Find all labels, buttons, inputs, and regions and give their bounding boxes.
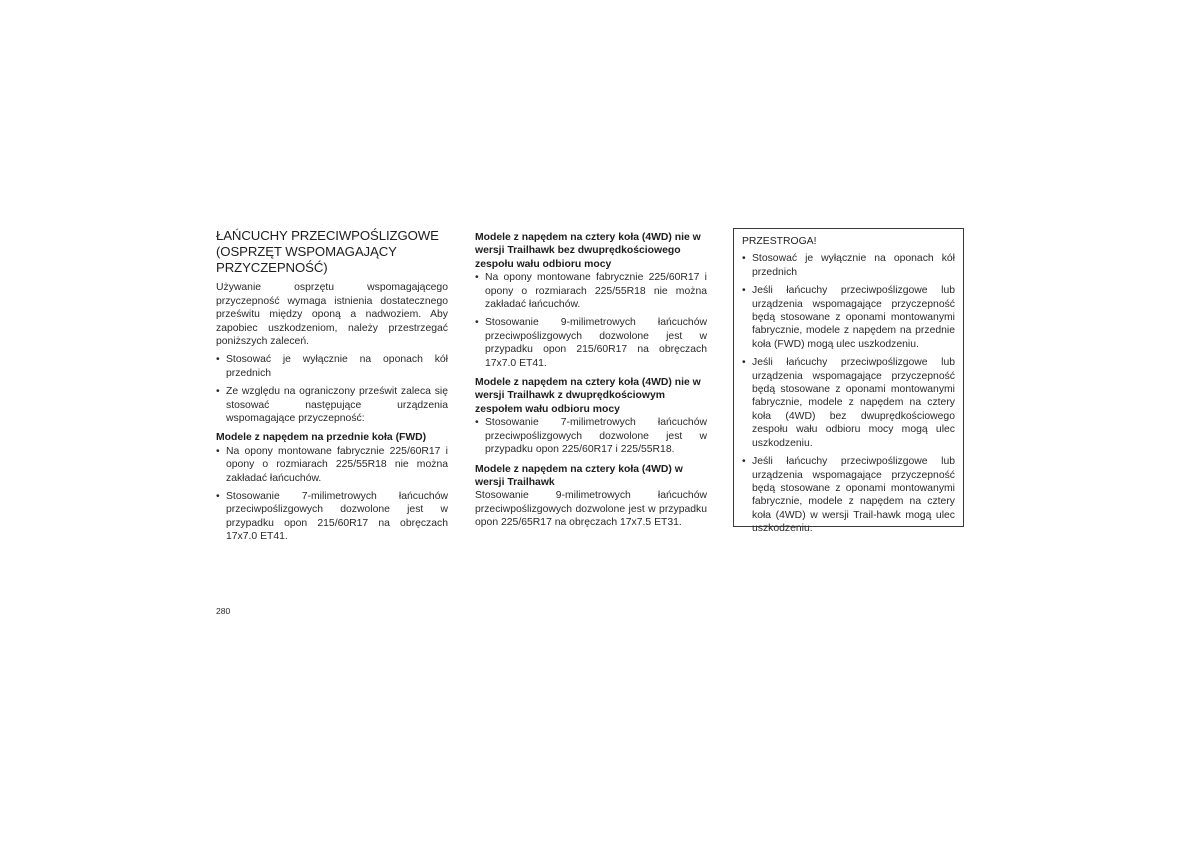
bullet-icon: • bbox=[216, 445, 220, 457]
list-item-text: Jeśli łańcuchy przeciwpoślizgowe lub urządzenia wspomagające przyczepność będą stosowane z oponami montowanymi fabrycznie, modele z napędem na cztery koła (4WD) w wersji Trail-hawk mogą ulec uszkodzeniu. bbox=[752, 456, 955, 535]
bullet-icon: • bbox=[475, 317, 479, 329]
bullet-icon: • bbox=[742, 456, 746, 468]
left-column bbox=[216, 228, 448, 549]
4wd-trailhawk-paragraph: Stosowanie 9-milimetrowych łańcuchów przeciwpoślizgowych dozwolone jest w przypadku opon 225/65R17 na obręczach 17x7.5 ET31. bbox=[475, 490, 707, 529]
bullet-icon: • bbox=[216, 354, 220, 366]
list-item bbox=[475, 316, 707, 370]
list-item bbox=[216, 385, 448, 425]
fwd-heading: Modele z napędem na przednie koła (FWD) bbox=[216, 432, 427, 444]
middle-column bbox=[475, 231, 707, 535]
bullet-icon: • bbox=[475, 272, 479, 284]
caution-label: PRZESTROGA! bbox=[742, 236, 817, 247]
section-title-line: ŁAŃCUCHY PRZECIWPOŚLIZGOWE bbox=[216, 228, 439, 243]
section-title-line: (OSPRZĘT WSPOMAGAJĄCY bbox=[216, 243, 397, 259]
4wd-no-ptu-bullet-list bbox=[475, 271, 707, 370]
caution-box bbox=[733, 228, 964, 535]
caution-bullet-list bbox=[742, 252, 955, 535]
section-title-line: PRZYCZEPNOŚĆ) bbox=[216, 259, 328, 275]
bullet-icon: • bbox=[742, 285, 746, 297]
page-number: 280 bbox=[216, 606, 231, 616]
list-item bbox=[475, 271, 707, 311]
list-item-text: Stosowanie 9-milimetrowych łańcuchów przeciwpoślizgowych dozwolone jest w przypadku opon 215/60R17 na obręczach 17x7.0 ET41. bbox=[485, 317, 707, 369]
list-item-text: Stosowanie 7-milimetrowych łańcuchów przeciwpoślizgowych dozwolone jest w przypadku opon 225/60R17 i 225/55R18. bbox=[485, 417, 707, 456]
bullet-icon: • bbox=[475, 417, 479, 429]
list-item-text: Stosować je wyłącznie na oponach kół przednich bbox=[226, 354, 448, 379]
list-item-text: Na opony montowane fabrycznie 225/60R17 i opony o rozmiarach 225/55R18 nie można zakładać łańcuchów. bbox=[485, 272, 707, 311]
list-item-text: Jeśli łańcuchy przeciwpoślizgowe lub urządzenia wspomagające przyczepność będą stosowane z oponami montowanymi fabrycznie, modele z napędem na cztery koła (4WD) bez dwuprędkościowego zespołu wału odbioru mocy mogą ulec uszkodzeniu. bbox=[752, 357, 955, 449]
bullet-icon: • bbox=[216, 386, 220, 398]
list-item-text: Stosować je wyłącznie na oponach kół przednich bbox=[752, 253, 955, 278]
list-item-text: Stosowanie 7-milimetrowych łańcuchów przeciwpoślizgowych dozwolone jest w przypadku opon 215/60R17 na obręczach 17x7.0 ET41. bbox=[226, 491, 448, 543]
list-item bbox=[742, 284, 955, 351]
intro-bullet-list bbox=[216, 353, 448, 425]
section-title bbox=[216, 228, 448, 275]
list-item bbox=[742, 455, 955, 535]
fwd-bullet-list bbox=[216, 445, 448, 544]
list-item bbox=[216, 445, 448, 485]
bullet-icon: • bbox=[742, 357, 746, 369]
list-item bbox=[216, 490, 448, 544]
list-item bbox=[742, 356, 955, 450]
4wd-with-ptu-bullet-list bbox=[475, 416, 707, 456]
bullet-icon: • bbox=[742, 253, 746, 265]
list-item-text: Na opony montowane fabrycznie 225/60R17 i opony o rozmiarach 225/55R18 nie można zakładać łańcuchów. bbox=[226, 445, 448, 484]
list-item bbox=[742, 252, 955, 279]
list-item-text: Ze względu na ograniczony prześwit zaleca się stosować następujące urządzenia wspomagające przyczepność: bbox=[226, 386, 448, 425]
4wd-trailhawk-heading: Modele z napędem na cztery koła (4WD) w wersji Trailhawk bbox=[475, 463, 683, 488]
list-item bbox=[216, 353, 448, 380]
4wd-no-ptu-heading: Modele z napędem na cztery koła (4WD) nie w wersji Trailhawk bez dwuprędkościowego zespołu wału odbioru mocy bbox=[475, 232, 701, 270]
list-item-text: Jeśli łańcuchy przeciwpoślizgowe lub urządzenia wspomagające przyczepność będą stosowane z oponami montowanymi fabrycznie, modele z napędem na przednie koła (FWD) mogą ulec uszkodzeniu. bbox=[752, 285, 955, 350]
bullet-icon: • bbox=[216, 491, 220, 503]
list-item bbox=[475, 416, 707, 456]
intro-paragraph: Używanie osprzętu wspomagającego przyczepność wymaga istnienia dostatecznego prześwitu między oponą a nadwoziem. Aby zapobiec uszkodzeniom, należy przestrzegać poniższych zaleceń. bbox=[216, 282, 448, 348]
4wd-with-ptu-heading: Modele z napędem na cztery koła (4WD) nie w wersji Trailhawk z dwuprędkościowym zespołem wału odbioru mocy bbox=[475, 377, 701, 415]
caution-box-content bbox=[734, 229, 963, 536]
